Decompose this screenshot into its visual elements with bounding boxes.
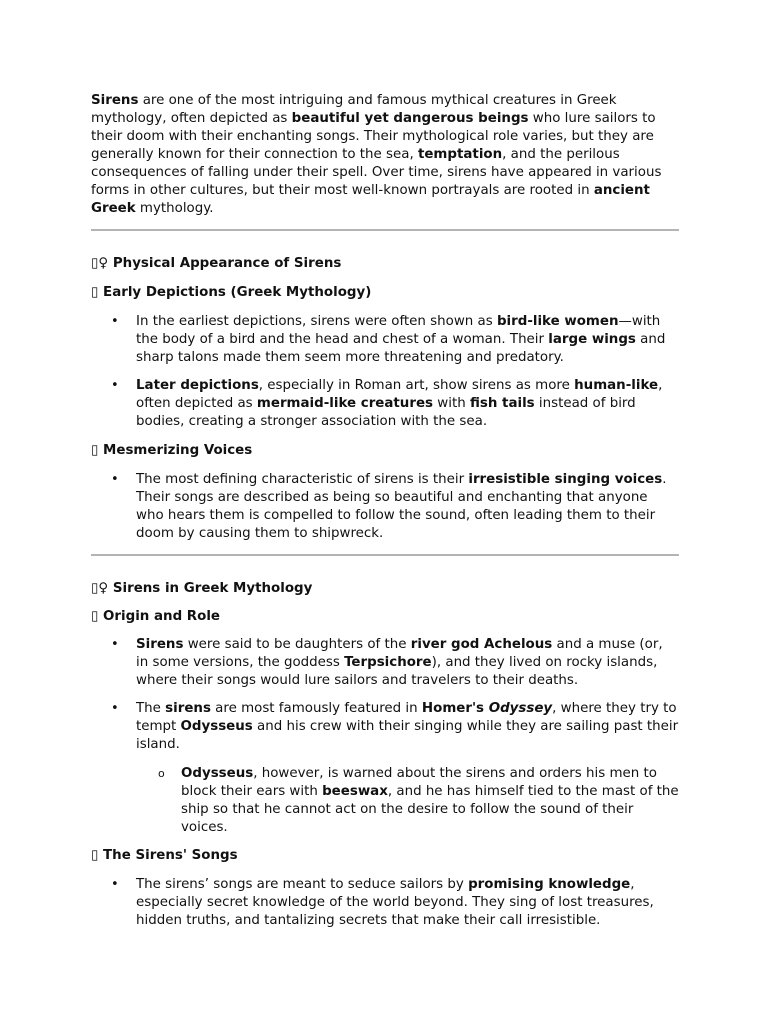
list-text: The (136, 701, 166, 716)
list-term: sirens (165, 701, 211, 716)
list-item (91, 876, 679, 930)
subheading-text: Early Depictions (Greek Mythology) (103, 285, 372, 300)
list-text: were said to be daughters of the (183, 637, 411, 652)
list-item (91, 377, 679, 431)
list-text: , however, is warned about the sirens and orders his men to block their ears with (181, 766, 657, 799)
placeholder-glyph-icon: ▯ (91, 285, 99, 300)
intro-term-sirens: Sirens (91, 93, 139, 108)
female-sign-icon: ▯♀ (91, 256, 109, 271)
list-text: and sharp talons made them seem more threatening and predatory. (136, 332, 666, 365)
list-term: Later depictions (136, 378, 259, 393)
list-text: ), and they lived on rocky islands, where their songs would lure sailors and travelers to their deaths. (136, 655, 658, 688)
list-term-italic: Odyssey (488, 701, 553, 716)
list-text: . Their songs are described as being so beautiful and enchanting that anyone who hears them is compelled to follow the sound, often leading them to their doom by causing them to shipwreck. (136, 472, 667, 541)
list-term: human-like (574, 378, 659, 393)
subheading-mesmerizing-voices (91, 442, 679, 460)
list-text: The sirens’ songs are meant to seduce sailors by (136, 877, 469, 892)
list-text: , often depicted as (136, 378, 663, 411)
list-term: promising knowledge (468, 877, 631, 892)
list-text: In the earliest depictions, sirens were often shown as (136, 314, 497, 329)
list-term: bird-like women (496, 314, 619, 329)
list-item (91, 700, 679, 837)
list-text: and a muse (or, in some versions, the goddess (136, 637, 663, 670)
list-term: Odysseus (181, 766, 254, 781)
subheading-origin-and-role (91, 608, 679, 626)
section-divider (91, 229, 679, 231)
intro-term-ancient-greek: ancient Greek (91, 183, 650, 216)
list-item (91, 471, 679, 543)
intro-text: , and the perilous consequences of falling under their spell. Over time, sirens have appeared in various forms in other cultures, but their most well-known portrayals are rooted in (91, 147, 662, 198)
list-term: irresistible singing voices (468, 472, 663, 487)
intro-term-beings: beautiful yet dangerous beings (291, 111, 529, 126)
section-heading-physical-appearance (91, 255, 679, 273)
intro-text: who lure sailors to their doom with their enchanting songs. Their mythological role varies, but they are generally known for their connection to the sea, (91, 111, 656, 162)
list-text: with (433, 396, 470, 411)
list-text: , especially secret knowledge of the world beyond. They sing of lost treasures, hidden truths, and tantalizing secrets that make their call irresistible. (136, 877, 654, 928)
list-term: beeswax (322, 784, 388, 799)
list-text: —with the body of a bird and the head and chest of a woman. Their (136, 314, 661, 347)
list-text: are most famously featured in (210, 701, 422, 716)
subheading-early-depictions (91, 284, 679, 302)
section-heading-greek-mythology (91, 580, 679, 598)
intro-text: are one of the most intriguing and famous mythical creatures in Greek mythology, often depicted as (91, 93, 617, 126)
list-term: large wings (548, 332, 636, 347)
bullet-list (91, 876, 679, 930)
list-term: Odysseus (180, 719, 253, 734)
bullet-list (91, 313, 679, 431)
list-text: The most defining characteristic of sirens is their (136, 472, 469, 487)
list-text: and his crew with their singing while they are sailing past their island. (136, 719, 679, 752)
list-item (91, 765, 679, 837)
placeholder-glyph-icon: ▯ (91, 848, 99, 863)
list-term: fish tails (469, 396, 535, 411)
placeholder-glyph-icon: ▯ (91, 443, 99, 458)
section-heading-text: Physical Appearance of Sirens (112, 256, 342, 271)
nested-list (91, 765, 679, 837)
list-item (91, 636, 679, 690)
subheading-text: Origin and Role (103, 609, 220, 624)
subheading-text: The Sirens' Songs (103, 848, 238, 863)
list-text: , where they try to tempt (136, 701, 677, 734)
list-text: , especially in Roman art, show sirens as more (258, 378, 575, 393)
list-term: mermaid-like creatures (256, 396, 434, 411)
bullet-list (91, 471, 679, 543)
list-item (91, 313, 679, 367)
list-term: Sirens (136, 637, 184, 652)
list-term: Terpsichore (344, 655, 432, 670)
list-text: , and he has himself tied to the mast of the ship so that he cannot act on the desire to follow the sound of their voices. (181, 784, 679, 835)
list-term: river god Achelous (410, 637, 553, 652)
list-text: instead of bird bodies, creating a stronger association with the sea. (136, 396, 636, 429)
female-sign-icon: ▯♀ (91, 581, 109, 596)
subheading-text: Mesmerizing Voices (103, 443, 253, 458)
intro-paragraph (91, 92, 679, 218)
subheading-sirens-songs (91, 847, 679, 865)
section-divider (91, 554, 679, 556)
bullet-list (91, 636, 679, 837)
intro-term-temptation: temptation (417, 147, 503, 162)
intro-text: mythology. (135, 201, 214, 216)
document-body (91, 92, 679, 930)
section-heading-text: Sirens in Greek Mythology (112, 581, 313, 596)
list-term: Homer's (421, 701, 489, 716)
placeholder-glyph-icon: ▯ (91, 609, 99, 624)
